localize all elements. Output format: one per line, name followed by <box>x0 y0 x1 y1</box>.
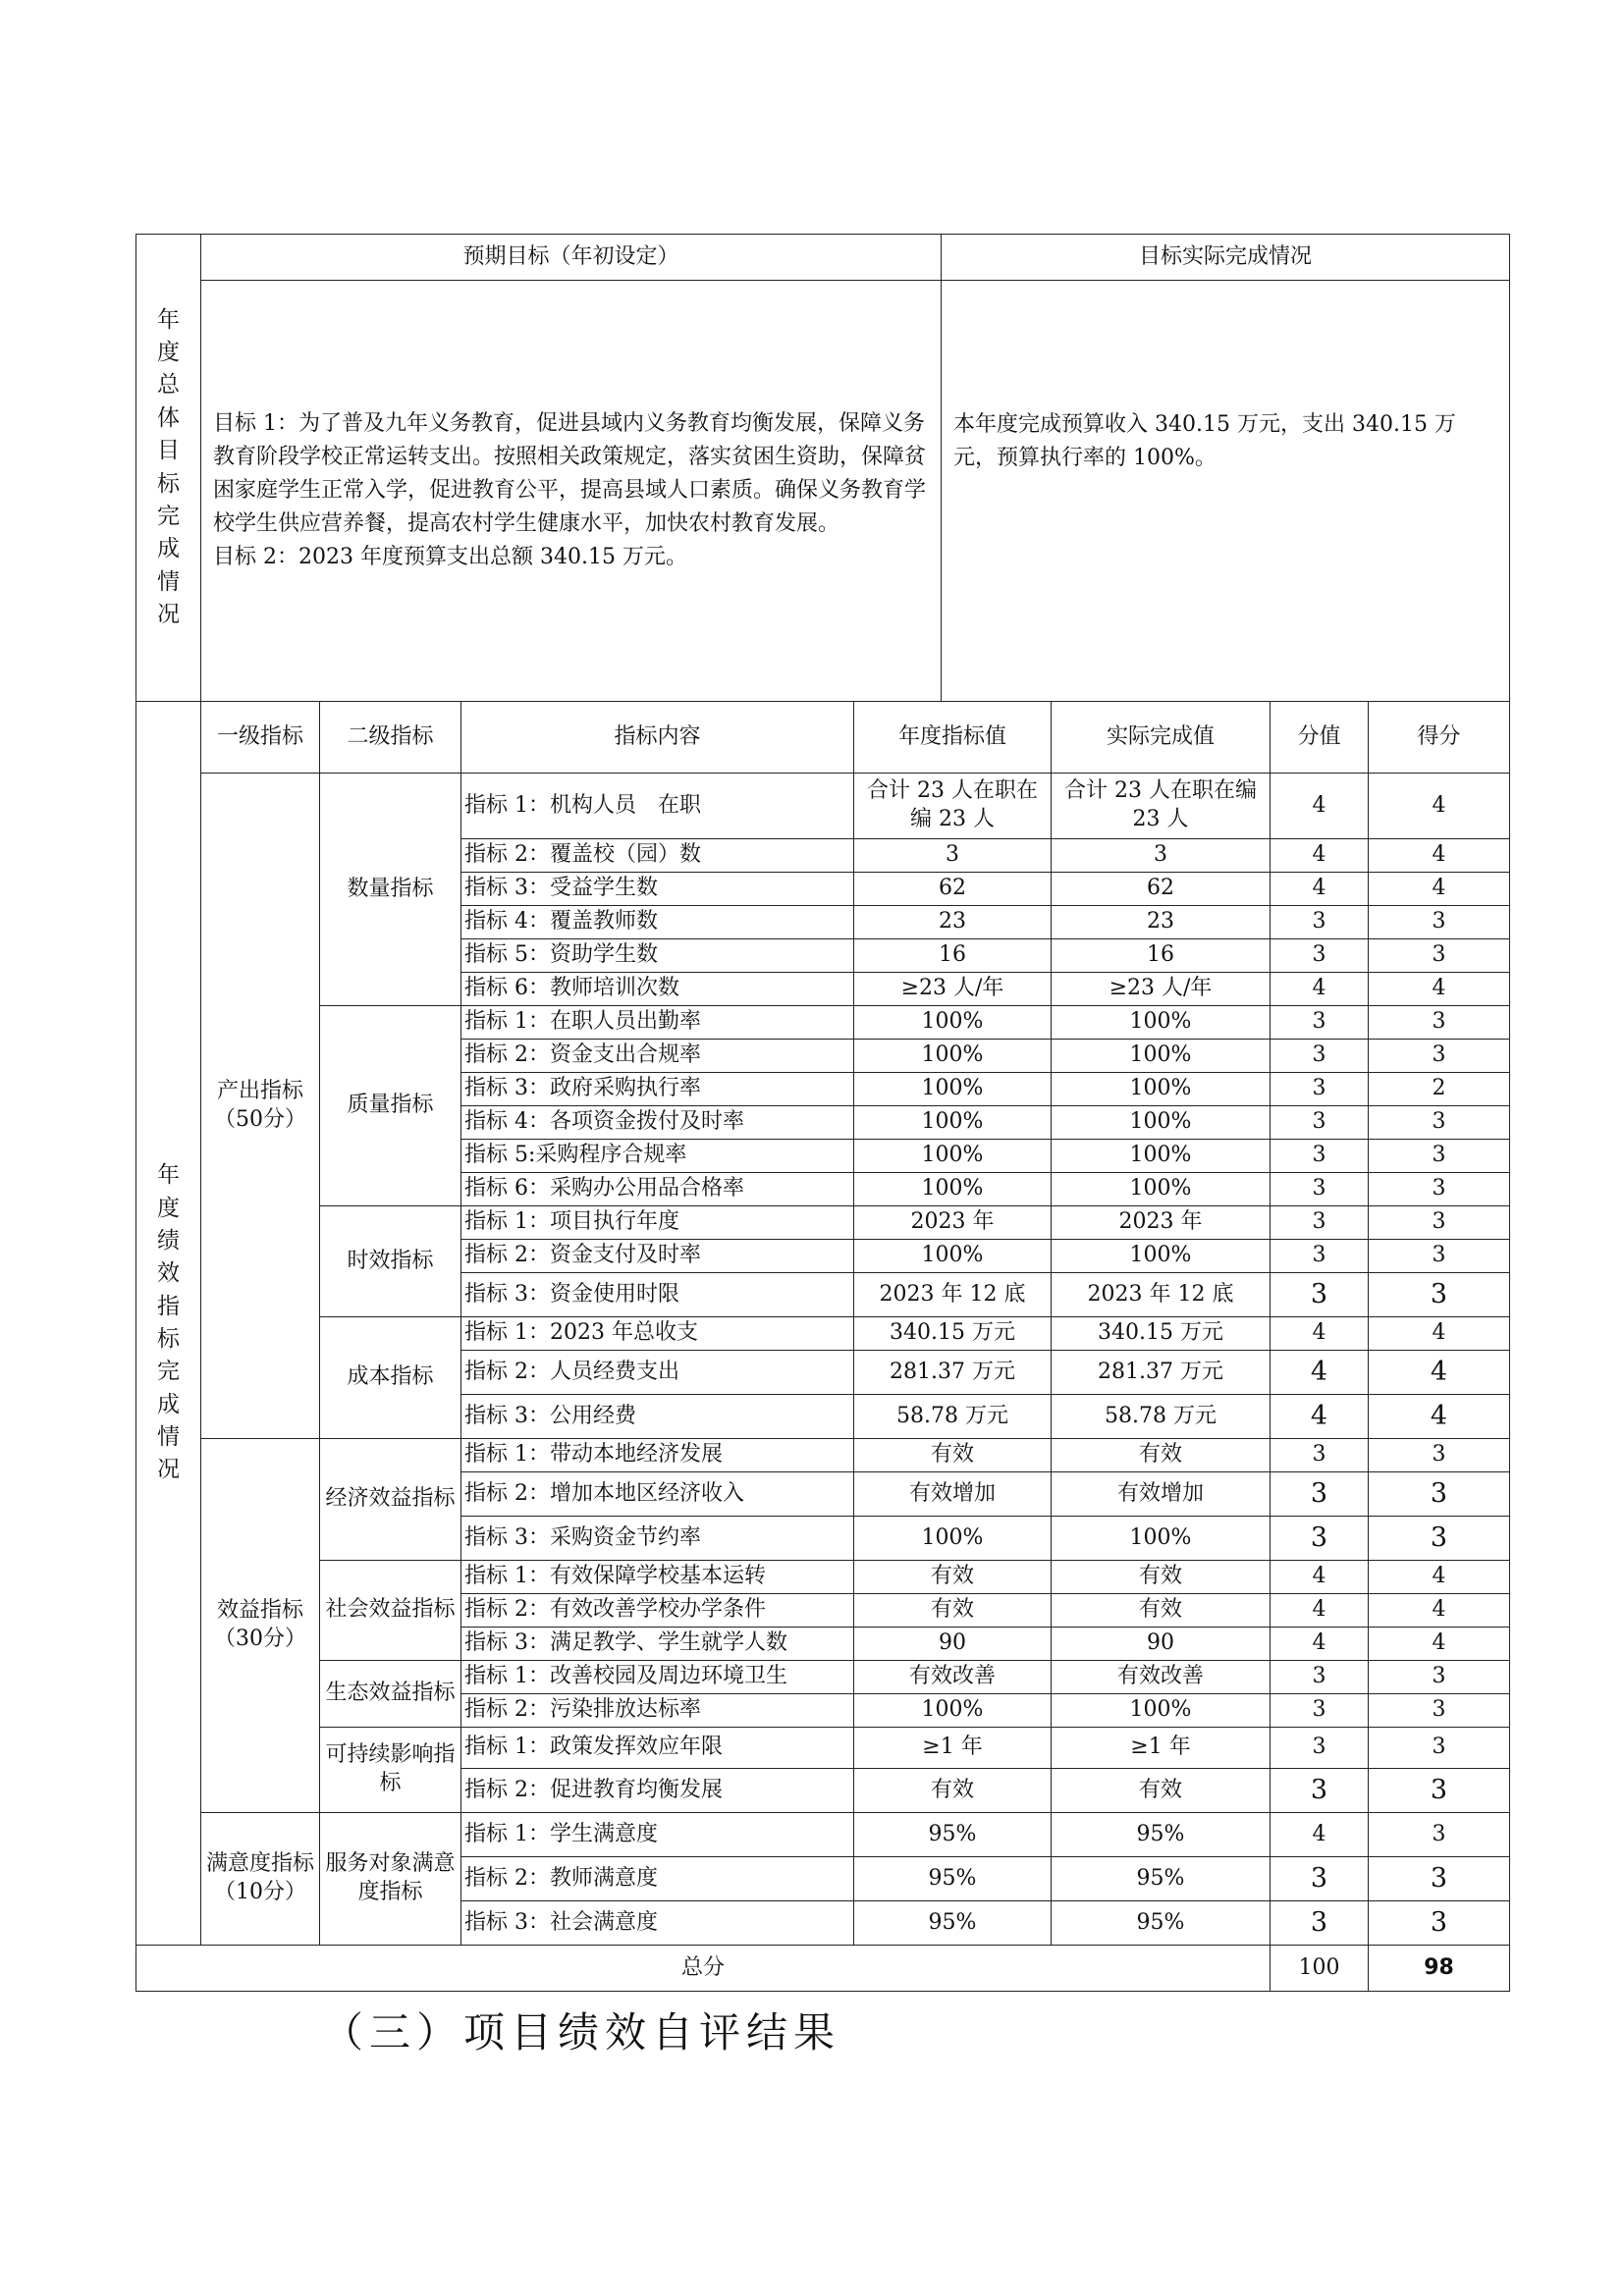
actual-value: 有效 <box>1052 1439 1271 1472</box>
header-row <box>136 702 1510 774</box>
score: 3 <box>1369 1472 1510 1517</box>
actual-value: 2023 年 <box>1052 1206 1271 1240</box>
actual-value: 100% <box>1052 1006 1271 1040</box>
actual-value: 95% <box>1052 1813 1271 1857</box>
weight: 3 <box>1271 1173 1369 1206</box>
actual-value: 58.78 万元 <box>1052 1395 1271 1439</box>
actual-result-cell <box>942 281 1510 702</box>
indicator-content: 指标 3：满足教学、学生就学人数 <box>461 1628 854 1661</box>
target-value: 2023 年 <box>854 1206 1052 1240</box>
header-actual-value: 实际完成值 <box>1052 702 1271 774</box>
weight: 4 <box>1271 1317 1369 1351</box>
score: 4 <box>1369 1351 1510 1395</box>
weight: 4 <box>1271 839 1369 873</box>
target-value: 100% <box>854 1040 1052 1073</box>
weight: 3 <box>1271 1040 1369 1073</box>
level2-cost: 成本指标 <box>320 1317 461 1439</box>
score: 4 <box>1369 1395 1510 1439</box>
indicator-content: 指标 2：资金支出合规率 <box>461 1040 854 1073</box>
table-row <box>136 1006 1510 1040</box>
target-value: 16 <box>854 939 1052 973</box>
target-value: 95% <box>854 1901 1052 1946</box>
weight: 4 <box>1271 1594 1369 1628</box>
indicator-content: 指标 2：有效改善学校办学条件 <box>461 1594 854 1628</box>
target-value: 100% <box>854 1240 1052 1273</box>
expected-header: 预期目标（年初设定） <box>201 235 942 281</box>
level2-timeliness: 时效指标 <box>320 1206 461 1317</box>
actual-value: 95% <box>1052 1901 1271 1946</box>
weight: 3 <box>1271 1694 1369 1728</box>
target-value: 100% <box>854 1173 1052 1206</box>
target-value: 281.37 万元 <box>854 1351 1052 1395</box>
indicator-content: 指标 2：资金支付及时率 <box>461 1240 854 1273</box>
weight: 3 <box>1271 1240 1369 1273</box>
indicator-content: 指标 1：在职人员出勤率 <box>461 1006 854 1040</box>
indicator-content: 指标 1：2023 年总收支 <box>461 1317 854 1351</box>
actual-value: 2023 年 12 底 <box>1052 1273 1271 1317</box>
score: 4 <box>1369 1594 1510 1628</box>
score: 3 <box>1369 1857 1510 1901</box>
actual-header: 目标实际完成情况 <box>942 235 1510 281</box>
score: 4 <box>1369 1317 1510 1351</box>
target-value: ≥23 人/年 <box>854 973 1052 1006</box>
actual-value: 100% <box>1052 1694 1271 1728</box>
weight: 3 <box>1271 1106 1369 1140</box>
expected-target-text-2: 目标 2：2023 年度预算支出总额 340.15 万元。 <box>213 545 687 570</box>
table-row <box>136 1661 1510 1694</box>
table-row <box>136 1813 1510 1857</box>
indicator-content: 指标 3：采购资金节约率 <box>461 1517 854 1561</box>
score: 3 <box>1369 1517 1510 1561</box>
target-value: 62 <box>854 873 1052 906</box>
indicator-content: 指标 5:采购程序合规率 <box>461 1140 854 1173</box>
actual-value: 100% <box>1052 1106 1271 1140</box>
indicator-content: 指标 6：教师培训次数 <box>461 973 854 1006</box>
weight: 3 <box>1271 1472 1369 1517</box>
level2-economic: 经济效益指标 <box>320 1439 461 1561</box>
target-value: 23 <box>854 906 1052 939</box>
score: 3 <box>1369 1901 1510 1946</box>
level2-social: 社会效益指标 <box>320 1561 461 1661</box>
actual-value: 100% <box>1052 1073 1271 1106</box>
score: 3 <box>1369 1106 1510 1140</box>
target-value: 3 <box>854 839 1052 873</box>
indicator-content: 指标 2：促进教育均衡发展 <box>461 1769 854 1813</box>
actual-value: 23 <box>1052 906 1271 939</box>
table-row <box>136 1728 1510 1769</box>
indicator-content: 指标 1：机构人员 在职 <box>461 774 854 839</box>
target-value: 100% <box>854 1073 1052 1106</box>
weight: 3 <box>1271 1901 1369 1946</box>
weight: 3 <box>1271 1439 1369 1472</box>
indicator-content: 指标 1：带动本地经济发展 <box>461 1439 854 1472</box>
overall-target-table <box>135 234 1510 702</box>
level2-ecological: 生态效益指标 <box>320 1661 461 1728</box>
level2-service-satisfaction: 服务对象满意度指标 <box>320 1813 461 1946</box>
actual-value: 有效改善 <box>1052 1661 1271 1694</box>
score: 4 <box>1369 873 1510 906</box>
score: 4 <box>1369 973 1510 1006</box>
score: 3 <box>1369 1173 1510 1206</box>
weight: 4 <box>1271 873 1369 906</box>
table-row <box>136 1439 1510 1472</box>
target-value: 100% <box>854 1517 1052 1561</box>
indicator-content: 指标 3：受益学生数 <box>461 873 854 906</box>
performance-table <box>135 701 1510 1992</box>
actual-value: 100% <box>1052 1517 1271 1561</box>
actual-value: 有效 <box>1052 1561 1271 1594</box>
target-value: 有效 <box>854 1439 1052 1472</box>
header-score: 得分 <box>1369 702 1510 774</box>
actual-value: 62 <box>1052 873 1271 906</box>
header-level2: 二级指标 <box>320 702 461 774</box>
target-value: 2023 年 12 底 <box>854 1273 1052 1317</box>
actual-value: 100% <box>1052 1140 1271 1173</box>
overall-side-label: 年度总体目标完成情况 <box>136 235 201 702</box>
weight: 3 <box>1271 1857 1369 1901</box>
indicator-content: 指标 6：采购办公用品合格率 <box>461 1173 854 1206</box>
score: 4 <box>1369 1628 1510 1661</box>
weight: 3 <box>1271 1206 1369 1240</box>
indicator-content: 指标 2：污染排放达标率 <box>461 1694 854 1728</box>
header-weight: 分值 <box>1271 702 1369 774</box>
score: 4 <box>1369 774 1510 839</box>
target-value: 有效 <box>854 1561 1052 1594</box>
target-value: 100% <box>854 1006 1052 1040</box>
target-value: 有效增加 <box>854 1472 1052 1517</box>
indicator-content: 指标 1：政策发挥效应年限 <box>461 1728 854 1769</box>
score: 4 <box>1369 1561 1510 1594</box>
weight: 4 <box>1271 973 1369 1006</box>
score: 3 <box>1369 1040 1510 1073</box>
weight: 3 <box>1271 1006 1369 1040</box>
weight: 3 <box>1271 1273 1369 1317</box>
weight: 4 <box>1271 1628 1369 1661</box>
actual-value: 有效 <box>1052 1769 1271 1813</box>
indicator-content: 指标 3：公用经费 <box>461 1395 854 1439</box>
total-weight: 100 <box>1271 1946 1369 1992</box>
table-row <box>136 1561 1510 1594</box>
target-value: 有效 <box>854 1594 1052 1628</box>
score: 3 <box>1369 939 1510 973</box>
target-value: 100% <box>854 1140 1052 1173</box>
level2-sustainable: 可持续影响指标 <box>320 1728 461 1813</box>
target-value: 95% <box>854 1857 1052 1901</box>
score: 4 <box>1369 839 1510 873</box>
weight: 3 <box>1271 906 1369 939</box>
level1-output: 产出指标（50分） <box>201 774 320 1439</box>
target-value: 90 <box>854 1628 1052 1661</box>
indicator-content: 指标 4：覆盖教师数 <box>461 906 854 939</box>
target-value: ≥1 年 <box>854 1728 1052 1769</box>
target-value: 95% <box>854 1813 1052 1857</box>
total-row <box>136 1946 1510 1992</box>
indicator-content: 指标 2：覆盖校（园）数 <box>461 839 854 873</box>
actual-value: 3 <box>1052 839 1271 873</box>
table-row <box>136 774 1510 839</box>
actual-value: 有效 <box>1052 1594 1271 1628</box>
actual-value: 281.37 万元 <box>1052 1351 1271 1395</box>
weight: 3 <box>1271 1728 1369 1769</box>
actual-value: 90 <box>1052 1628 1271 1661</box>
actual-value: 340.15 万元 <box>1052 1317 1271 1351</box>
target-value: 100% <box>854 1694 1052 1728</box>
weight: 3 <box>1271 939 1369 973</box>
indicator-content: 指标 1：学生满意度 <box>461 1813 854 1857</box>
weight: 4 <box>1271 1813 1369 1857</box>
actual-value: 合计 23 人在职在编 23 人 <box>1052 774 1271 839</box>
weight: 4 <box>1271 774 1369 839</box>
score: 3 <box>1369 1694 1510 1728</box>
header-target-value: 年度指标值 <box>854 702 1052 774</box>
indicator-content: 指标 2：教师满意度 <box>461 1857 854 1901</box>
weight: 4 <box>1271 1561 1369 1594</box>
indicator-content: 指标 1：有效保障学校基本运转 <box>461 1561 854 1594</box>
level1-benefit: 效益指标（30分） <box>201 1439 320 1813</box>
target-value: 有效改善 <box>854 1661 1052 1694</box>
indicator-content: 指标 2：人员经费支出 <box>461 1351 854 1395</box>
weight: 4 <box>1271 1395 1369 1439</box>
indicator-content: 指标 3：资金使用时限 <box>461 1273 854 1317</box>
target-value: 合计 23 人在职在编 23 人 <box>854 774 1052 839</box>
actual-result-text: 本年度完成预算收入 340.15 万元，支出 340.15 万元，预算执行率的 100%。 <box>953 411 1456 470</box>
indicator-content: 指标 3：政府采购执行率 <box>461 1073 854 1106</box>
target-value: 有效 <box>854 1769 1052 1813</box>
header-level1: 一级指标 <box>201 702 320 774</box>
indicator-content: 指标 3：社会满意度 <box>461 1901 854 1946</box>
indicator-content: 指标 4：各项资金拨付及时率 <box>461 1106 854 1140</box>
weight: 4 <box>1271 1351 1369 1395</box>
actual-value: 100% <box>1052 1173 1271 1206</box>
score: 3 <box>1369 1206 1510 1240</box>
score: 3 <box>1369 1813 1510 1857</box>
indicator-content: 指标 1：项目执行年度 <box>461 1206 854 1240</box>
score: 3 <box>1369 1439 1510 1472</box>
target-value: 340.15 万元 <box>854 1317 1052 1351</box>
weight: 3 <box>1271 1769 1369 1813</box>
performance-side-label: 年度绩效指标完成情况 <box>136 702 201 1946</box>
score: 3 <box>1369 1140 1510 1173</box>
actual-value: 95% <box>1052 1857 1271 1901</box>
score: 3 <box>1369 1273 1510 1317</box>
indicator-content: 指标 2：增加本地区经济收入 <box>461 1472 854 1517</box>
weight: 3 <box>1271 1517 1369 1561</box>
table-row <box>136 1206 1510 1240</box>
header-content: 指标内容 <box>461 702 854 774</box>
indicator-content: 指标 1：改善校园及周边环境卫生 <box>461 1661 854 1694</box>
actual-value: 100% <box>1052 1240 1271 1273</box>
total-score: 98 <box>1369 1946 1510 1992</box>
score: 3 <box>1369 1661 1510 1694</box>
score: 3 <box>1369 1006 1510 1040</box>
actual-value: 16 <box>1052 939 1271 973</box>
weight: 3 <box>1271 1140 1369 1173</box>
section-heading: （三）项目绩效自评结果 <box>322 2008 841 2056</box>
actual-value: ≥1 年 <box>1052 1728 1271 1769</box>
expected-target-text: 目标 1：为了普及九年义务教育，促进县域内义务教育均衡发展，保障义务教育阶段学校正常运转支出。按照相关政策规定，落实贫困生资助，保障贫困家庭学生正常入学，促进教育公平，提高县域人口素质。确保义务教育学校学生供应营养餐，提高农村学生健康水平，加快农村教育发展。 <box>213 410 927 537</box>
weight: 3 <box>1271 1661 1369 1694</box>
level2-quality: 质量指标 <box>320 1006 461 1206</box>
actual-value: ≥23 人/年 <box>1052 973 1271 1006</box>
level2-quantity: 数量指标 <box>320 774 461 1006</box>
actual-value: 有效增加 <box>1052 1472 1271 1517</box>
level1-satisfaction: 满意度指标（10分） <box>201 1813 320 1946</box>
score: 3 <box>1369 1240 1510 1273</box>
weight: 3 <box>1271 1073 1369 1106</box>
target-value: 100% <box>854 1106 1052 1140</box>
total-label: 总分 <box>136 1946 1271 1992</box>
expected-target-cell <box>201 281 942 702</box>
score: 2 <box>1369 1073 1510 1106</box>
indicator-content: 指标 5：资助学生数 <box>461 939 854 973</box>
actual-value: 100% <box>1052 1040 1271 1073</box>
score: 3 <box>1369 1728 1510 1769</box>
table-row <box>136 1317 1510 1351</box>
target-value: 58.78 万元 <box>854 1395 1052 1439</box>
score: 3 <box>1369 1769 1510 1813</box>
score: 3 <box>1369 906 1510 939</box>
